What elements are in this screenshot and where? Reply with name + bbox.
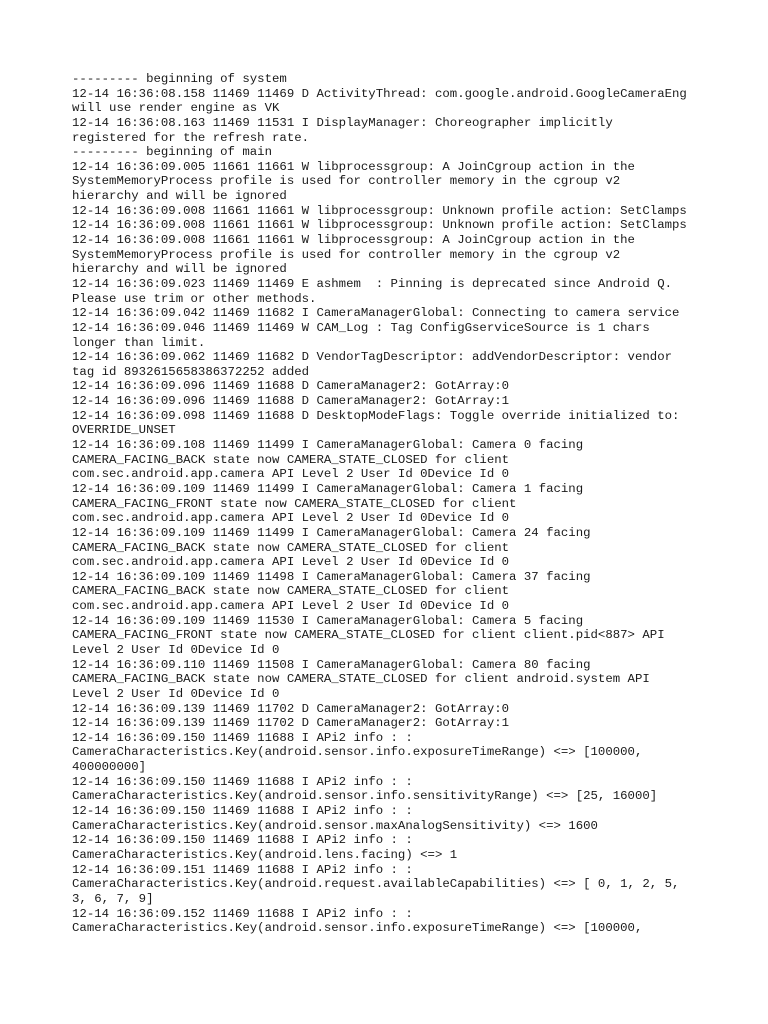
log-line: CAMERA_FACING_BACK state now CAMERA_STATE_CLOSED for client [72, 452, 510, 467]
log-line: CameraCharacteristics.Key(android.sensor.info.exposureTimeRange) <=> [100000, [72, 921, 643, 936]
log-line: CameraCharacteristics.Key(android.sensor.info.sensitivityRange) <=> [25, 16000] [72, 789, 658, 804]
log-line: 12-14 16:36:09.062 11469 11682 D VendorTagDescriptor: addVendorDescriptor: vendor [72, 350, 673, 365]
log-line: 400000000] [72, 760, 147, 775]
log-line: 12-14 16:36:09.139 11469 11702 D CameraManager2: GotArray:0 [72, 701, 510, 716]
log-line: OVERRIDE_UNSET [72, 423, 176, 438]
log-line: SystemMemoryProcess profile is used for controller memory in the cgroup v2 [72, 247, 621, 262]
log-line: Please use trim or other methods. [72, 291, 317, 306]
log-line: --------- beginning of main [72, 145, 273, 160]
log-line: CAMERA_FACING_BACK state now CAMERA_STATE_CLOSED for client android.system API [72, 672, 650, 687]
log-line: 12-14 16:36:09.150 11469 11688 I APi2 info : : [72, 804, 413, 819]
log-line: Level 2 User Id 0Device Id 0 [72, 686, 280, 701]
log-line: 12-14 16:36:09.139 11469 11702 D CameraManager2: GotArray:1 [72, 716, 510, 731]
log-line: 12-14 16:36:09.046 11469 11469 W CAM_Log : Tag ConfigGserviceSource is 1 chars [72, 320, 650, 335]
log-line: CAMERA_FACING_FRONT state now CAMERA_STATE_CLOSED for client client.pid<887> API [72, 628, 665, 643]
log-line: 12-14 16:36:09.109 11469 11499 I CameraManagerGlobal: Camera 24 facing [72, 525, 591, 540]
log-line: CameraCharacteristics.Key(android.sensor.maxAnalogSensitivity) <=> 1600 [72, 818, 598, 833]
log-line: longer than limit. [72, 335, 206, 350]
log-line: Level 2 User Id 0Device Id 0 [72, 642, 280, 657]
log-line: com.sec.android.app.camera API Level 2 User Id 0Device Id 0 [72, 467, 510, 482]
log-document [72, 72, 712, 936]
log-line: 12-14 16:36:09.109 11469 11499 I CameraManagerGlobal: Camera 1 facing [72, 481, 584, 496]
log-line: 12-14 16:36:09.109 11469 11498 I CameraManagerGlobal: Camera 37 facing [72, 569, 591, 584]
log-line: 12-14 16:36:09.008 11661 11661 W libprocessgroup: Unknown profile action: SetClamps [72, 203, 687, 218]
log-line: 12-14 16:36:09.096 11469 11688 D CameraManager2: GotArray:0 [72, 379, 510, 394]
log-line: 12-14 16:36:08.163 11469 11531 I DisplayManager: Choreographer implicitly [72, 115, 613, 130]
log-line: CameraCharacteristics.Key(android.lens.facing) <=> 1 [72, 847, 458, 862]
log-line: com.sec.android.app.camera API Level 2 User Id 0Device Id 0 [72, 555, 510, 570]
log-line: 12-14 16:36:09.150 11469 11688 I APi2 info : : [72, 833, 413, 848]
log-line: hierarchy and will be ignored [72, 262, 287, 277]
log-line: tag id 8932615658386372252 added [72, 364, 310, 379]
log-line: 12-14 16:36:09.096 11469 11688 D CameraManager2: GotArray:1 [72, 394, 510, 409]
log-line: 12-14 16:36:09.005 11661 11661 W libprocessgroup: A JoinCgroup action in the [72, 159, 635, 174]
log-line: com.sec.android.app.camera API Level 2 User Id 0Device Id 0 [72, 511, 510, 526]
log-line: 12-14 16:36:09.109 11469 11530 I CameraManagerGlobal: Camera 5 facing [72, 613, 584, 628]
log-line: 12-14 16:36:09.023 11469 11469 E ashmem : Pinning is deprecated since Android Q. [72, 276, 673, 291]
log-line: 12-14 16:36:09.008 11661 11661 W libprocessgroup: Unknown profile action: SetClamps [72, 218, 687, 233]
log-line: 12-14 16:36:09.152 11469 11688 I APi2 info : : [72, 906, 413, 921]
log-line: CameraCharacteristics.Key(android.request.availableCapabilities) <=> [ 0, 1, 2, 5, [72, 877, 680, 892]
log-line: hierarchy and will be ignored [72, 189, 287, 204]
log-line: CameraCharacteristics.Key(android.sensor.info.exposureTimeRange) <=> [100000, [72, 745, 643, 760]
log-line: 12-14 16:36:08.158 11469 11469 D ActivityThread: com.google.android.GoogleCameraEng [72, 86, 687, 101]
log-line: CAMERA_FACING_BACK state now CAMERA_STATE_CLOSED for client [72, 540, 510, 555]
log-line: CAMERA_FACING_FRONT state now CAMERA_STATE_CLOSED for client [72, 496, 517, 511]
log-line: 12-14 16:36:09.150 11469 11688 I APi2 info : : [72, 730, 413, 745]
log-line: SystemMemoryProcess profile is used for controller memory in the cgroup v2 [72, 174, 621, 189]
log-line: com.sec.android.app.camera API Level 2 User Id 0Device Id 0 [72, 599, 510, 614]
log-line: 12-14 16:36:09.042 11469 11682 I CameraManagerGlobal: Connecting to camera service [72, 306, 680, 321]
log-line: --------- beginning of system [72, 72, 287, 86]
log-line: registered for the refresh rate. [72, 130, 310, 145]
log-line: will use render engine as VK [72, 101, 280, 116]
log-line: CAMERA_FACING_BACK state now CAMERA_STATE_CLOSED for client [72, 584, 510, 599]
log-line: 3, 6, 7, 9] [72, 891, 154, 906]
log-line: 12-14 16:36:09.108 11469 11499 I CameraManagerGlobal: Camera 0 facing [72, 438, 584, 453]
log-line: 12-14 16:36:09.110 11469 11508 I CameraManagerGlobal: Camera 80 facing [72, 657, 591, 672]
log-line: 12-14 16:36:09.098 11469 11688 D DesktopModeFlags: Toggle override initialized to: [72, 408, 680, 423]
log-line: 12-14 16:36:09.008 11661 11661 W libprocessgroup: A JoinCgroup action in the [72, 233, 635, 248]
log-line: 12-14 16:36:09.151 11469 11688 I APi2 info : : [72, 862, 413, 877]
log-line: 12-14 16:36:09.150 11469 11688 I APi2 info : : [72, 774, 413, 789]
